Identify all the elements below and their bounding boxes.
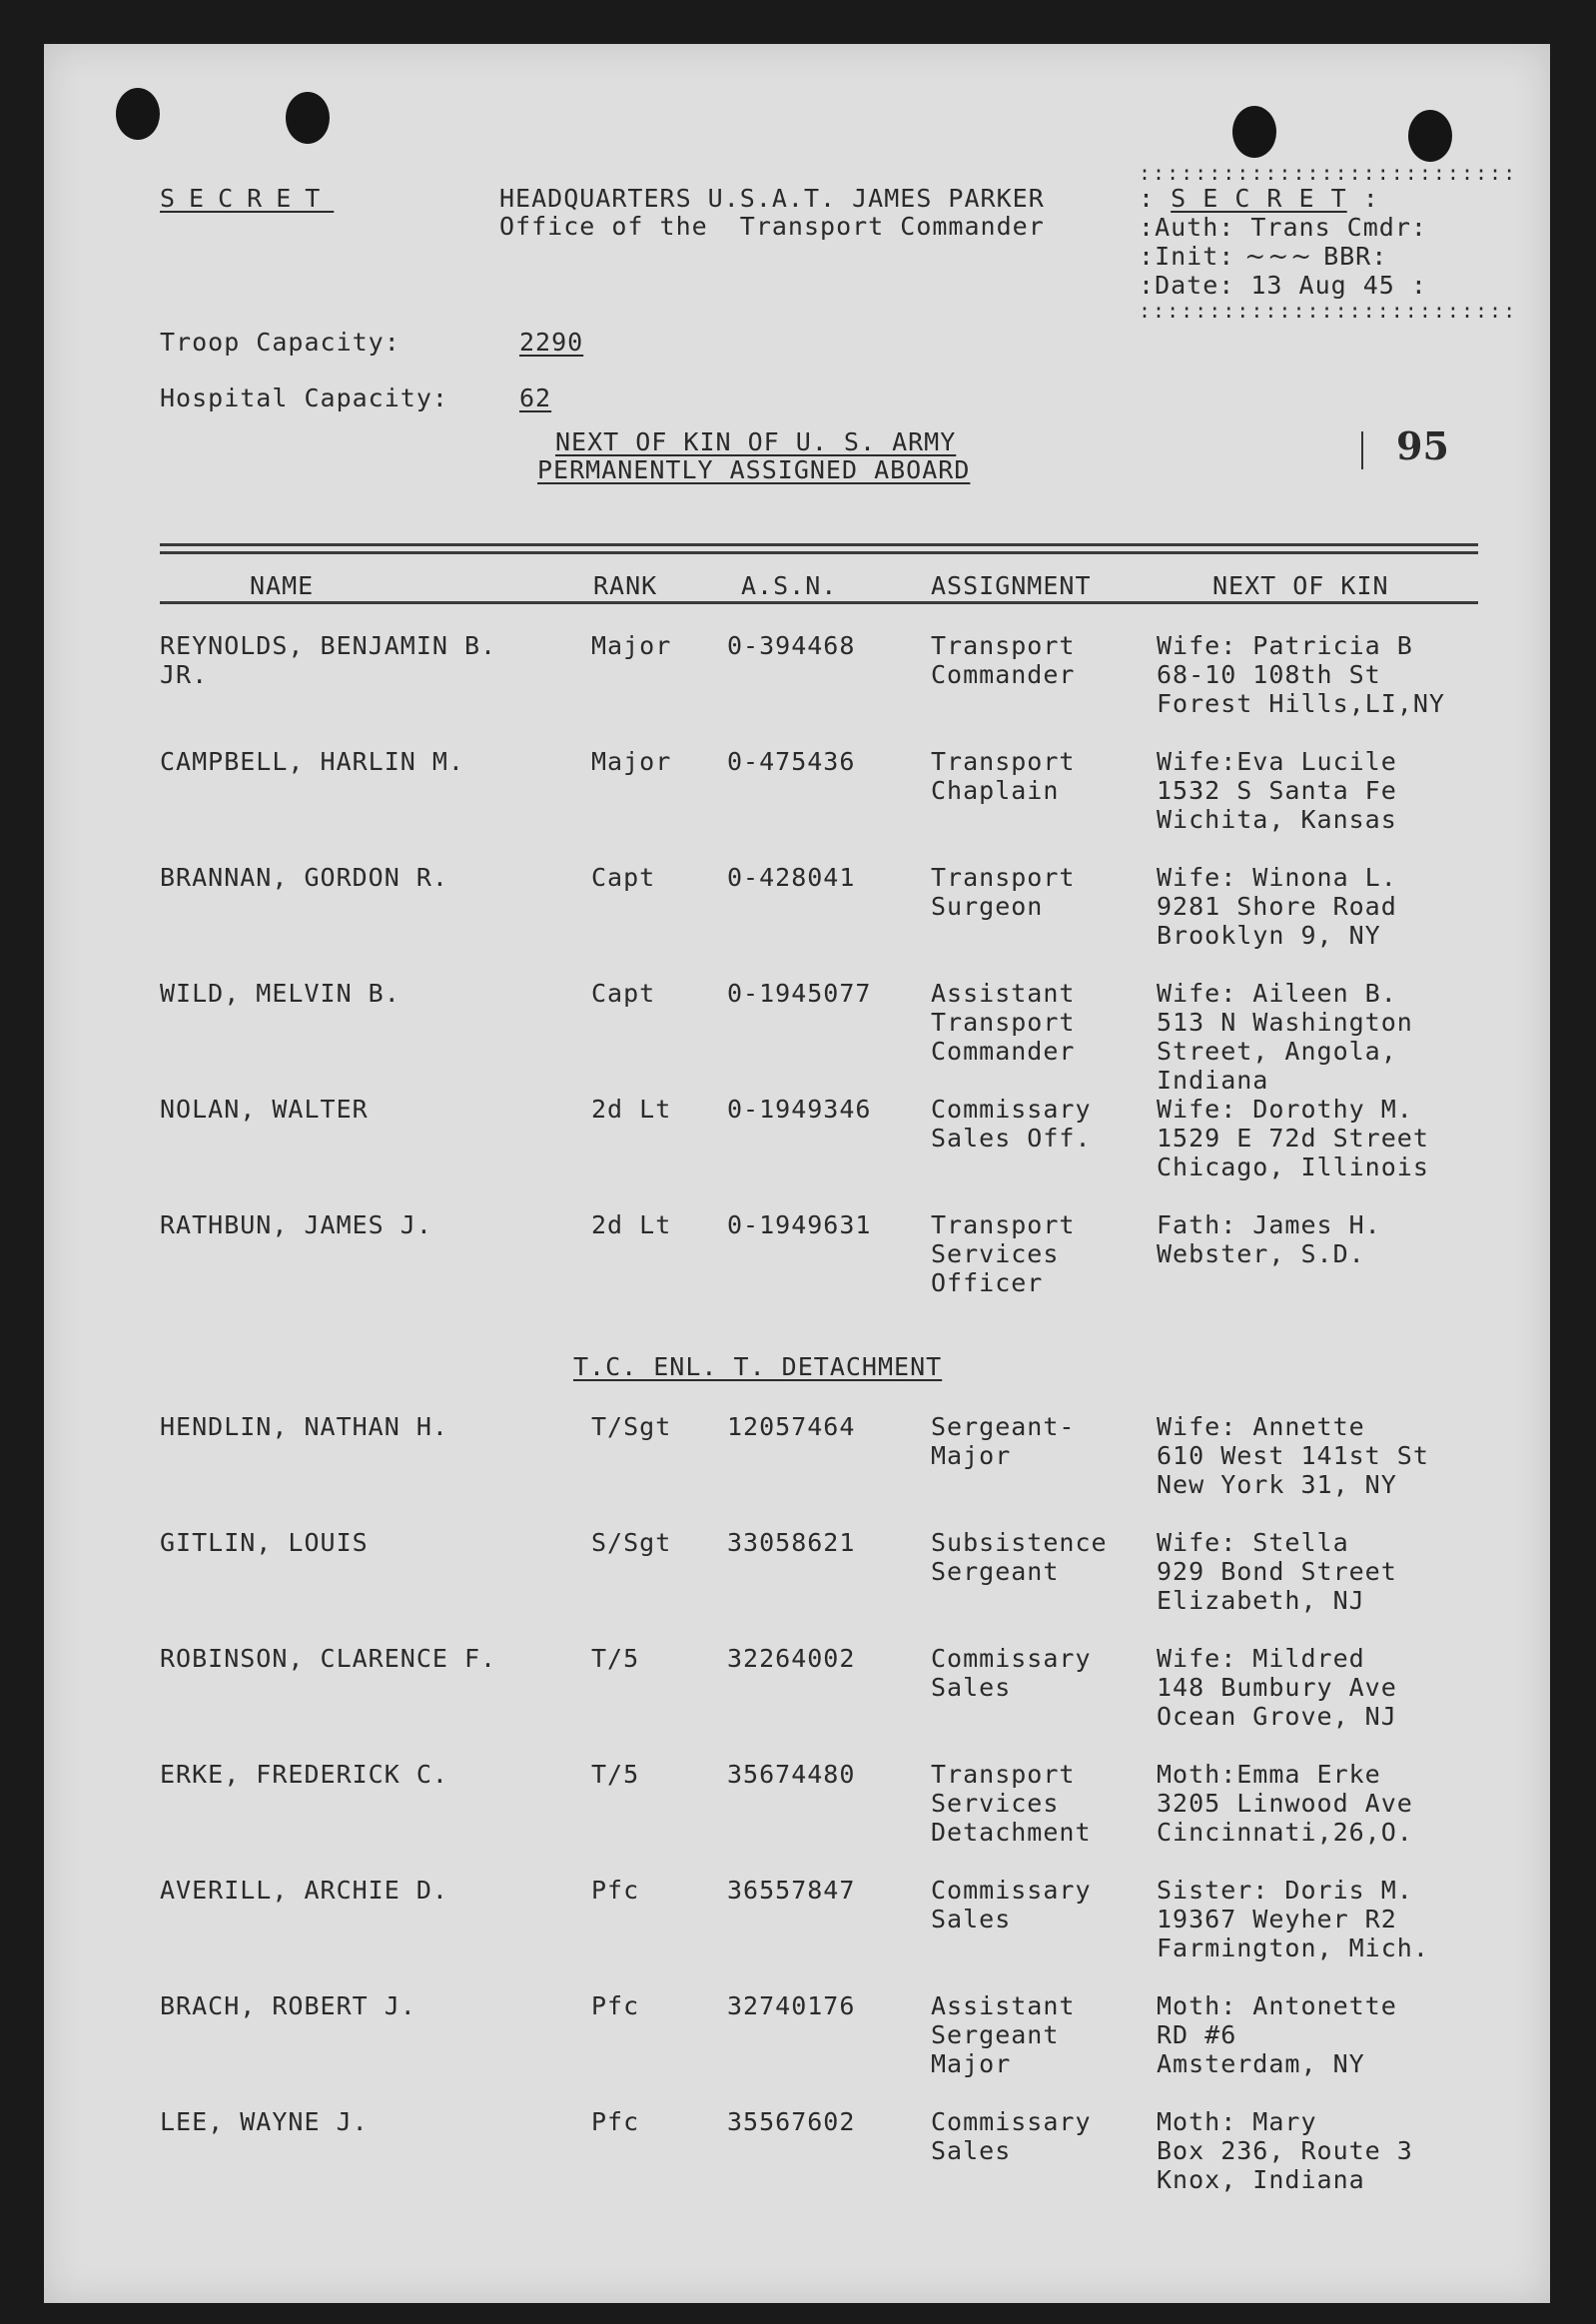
row-next-of-kin: Wife:Eva Lucile 1532 S Santa Fe Wichita, Kansas [1157, 747, 1397, 834]
table-row [0, 863, 1596, 979]
row-assignment: Subsistence Sergeant [931, 1528, 1108, 1586]
row-name: REYNOLDS, BENJAMIN B. JR. [160, 631, 497, 689]
col-header-rank: RANK [593, 571, 658, 600]
row-assignment: Assistant Sergeant Major [931, 1991, 1076, 2078]
classification-box [1139, 161, 1518, 323]
table-row [0, 979, 1596, 1095]
header-rule-top-2 [160, 551, 1478, 554]
page-number: 95 [1396, 423, 1449, 468]
table-row [0, 1210, 1596, 1326]
box-border-top: ::::::::::::::::::::::::::: [1139, 161, 1518, 185]
row-asn: 36557847 [727, 1876, 856, 1905]
row-next-of-kin: Moth:Emma Erke 3205 Linwood Ave Cincinnati,26,O. [1157, 1760, 1413, 1847]
row-next-of-kin: Sister: Doris M. 19367 Weyher R2 Farmington, Mich. [1157, 1876, 1429, 1962]
row-name: NOLAN, WALTER [160, 1095, 369, 1124]
row-name: BRANNAN, GORDON R. [160, 863, 448, 892]
row-rank: Capt [591, 863, 656, 892]
row-asn: 0-428041 [727, 863, 856, 892]
title-line-1: NEXT OF KIN OF U. S. ARMY [555, 427, 957, 456]
row-next-of-kin: Moth: Antonette RD #6 Amsterdam, NY [1157, 1991, 1397, 2078]
row-rank: Pfc [591, 2107, 640, 2136]
table-row [0, 747, 1596, 863]
section-label: T.C. ENL. T. DETACHMENT [573, 1352, 943, 1381]
row-assignment: Commissary Sales [931, 1876, 1092, 1934]
header-rule-bottom [160, 601, 1478, 604]
table-row [0, 1876, 1596, 1991]
row-asn: 32740176 [727, 1991, 856, 2020]
row-assignment: Commissary Sales [931, 2107, 1092, 2165]
row-next-of-kin: Wife: Annette 610 West 141st St New York 31, NY [1157, 1412, 1429, 1499]
col-header-kin: NEXT OF KIN [1212, 571, 1389, 600]
row-name: HENDLIN, NATHAN H. [160, 1412, 448, 1441]
table-row [0, 1528, 1596, 1644]
row-rank: Pfc [591, 1876, 640, 1905]
row-next-of-kin: Wife: Mildred 148 Bumbury Ave Ocean Grove, NJ [1157, 1644, 1397, 1731]
row-asn: 32264002 [727, 1644, 856, 1673]
col-header-name: NAME [250, 571, 315, 600]
row-rank: Major [591, 631, 672, 660]
row-asn: 33058621 [727, 1528, 856, 1557]
row-assignment: Transport Services Officer [931, 1210, 1076, 1297]
punch-hole-right-1 [1232, 106, 1276, 158]
row-next-of-kin: Fath: James H. Webster, S.D. [1157, 1210, 1381, 1268]
row-asn: 0-1949346 [727, 1095, 872, 1124]
row-name: ROBINSON, CLARENCE F. [160, 1644, 497, 1673]
row-rank: Pfc [591, 1991, 640, 2020]
box-date-text: Date: 13 Aug 45 [1155, 271, 1395, 300]
row-next-of-kin: Wife: Patricia B 68-10 108th St Forest Hills,LI,NY [1157, 631, 1445, 718]
table-row [0, 631, 1596, 747]
row-assignment: Assistant Transport Commander [931, 979, 1076, 1066]
troop-capacity-label: Troop Capacity: [160, 328, 400, 357]
table-row [0, 1412, 1596, 1528]
table-row [0, 1760, 1596, 1876]
row-rank: 2d Lt [591, 1095, 672, 1124]
row-next-of-kin: Wife: Winona L. 9281 Shore Road Brooklyn 9, NY [1157, 863, 1397, 950]
punch-hole-left-2 [286, 92, 330, 144]
col-header-asn: A.S.N. [741, 571, 838, 600]
row-rank: T/Sgt [591, 1412, 672, 1441]
secret-stamp-left: SECRET [160, 184, 335, 213]
punch-hole-right-2 [1408, 110, 1452, 162]
box-secret-text: S E C R E T [1171, 184, 1347, 213]
hospital-capacity-label: Hospital Capacity: [160, 384, 448, 412]
table-row [0, 1095, 1596, 1210]
row-asn: 0-394468 [727, 631, 856, 660]
row-next-of-kin: Wife: Stella 929 Bond Street Elizabeth, NJ [1157, 1528, 1397, 1615]
page-number-mark [1361, 431, 1363, 469]
table-row [0, 1644, 1596, 1760]
row-assignment: Commissary Sales [931, 1644, 1092, 1702]
row-name: CAMPBELL, HARLIN M. [160, 747, 464, 776]
row-assignment: Sergeant- Major [931, 1412, 1076, 1470]
box-init-value: BBR [1323, 242, 1372, 271]
title-line-2: PERMANENTLY ASSIGNED ABOARD [537, 455, 971, 484]
box-secret: : S E C R E T : [1139, 184, 1379, 213]
row-rank: S/Sgt [591, 1528, 672, 1557]
col-header-assignment: ASSIGNMENT [931, 571, 1092, 600]
row-name: ERKE, FREDERICK C. [160, 1760, 448, 1789]
box-auth-text: Auth: Trans Cmdr [1155, 213, 1411, 242]
box-init-label: Init: [1155, 242, 1235, 271]
row-asn: 35674480 [727, 1760, 856, 1789]
row-name: WILD, MELVIN B. [160, 979, 400, 1008]
table-row [0, 2107, 1596, 2223]
hq-line-1: HEADQUARTERS U.S.A.T. JAMES PARKER [499, 184, 1045, 213]
hospital-capacity-value: 62 [519, 384, 552, 412]
row-rank: 2d Lt [591, 1210, 672, 1239]
hq-line-2: Office of the Transport Commander [499, 212, 1045, 241]
row-assignment: Commissary Sales Off. [931, 1095, 1092, 1153]
row-assignment: Transport Surgeon [931, 863, 1076, 921]
row-name: LEE, WAYNE J. [160, 2107, 369, 2136]
row-rank: Capt [591, 979, 656, 1008]
row-assignment: Transport Chaplain [931, 747, 1076, 805]
row-asn: 0-475436 [727, 747, 856, 776]
row-rank: T/5 [591, 1644, 640, 1673]
row-next-of-kin: Wife: Dorothy M. 1529 E 72d Street Chicago, Illinois [1157, 1095, 1429, 1181]
header-rule-top-1 [160, 543, 1478, 546]
box-init: :Init: ~~~ BBR: [1139, 242, 1388, 271]
row-asn: 0-1949631 [727, 1210, 872, 1239]
table-row [0, 1991, 1596, 2107]
initials-signature: ~~~ [1234, 242, 1324, 271]
box-border-bottom: ::::::::::::::::::::::::::: [1139, 299, 1518, 323]
troop-capacity-value: 2290 [519, 328, 584, 357]
punch-hole-left-1 [116, 88, 160, 140]
row-asn: 12057464 [727, 1412, 856, 1441]
row-asn: 35567602 [727, 2107, 856, 2136]
row-next-of-kin: Moth: Mary Box 236, Route 3 Knox, Indiana [1157, 2107, 1413, 2194]
row-rank: T/5 [591, 1760, 640, 1789]
box-auth: :Auth: Trans Cmdr: [1139, 213, 1427, 242]
row-name: RATHBUN, JAMES J. [160, 1210, 432, 1239]
box-date: :Date: 13 Aug 45 : [1139, 271, 1427, 300]
row-assignment: Transport Services Detachment [931, 1760, 1092, 1847]
row-assignment: Transport Commander [931, 631, 1076, 689]
row-name: BRACH, ROBERT J. [160, 1991, 416, 2020]
row-name: GITLIN, LOUIS [160, 1528, 369, 1557]
row-asn: 0-1945077 [727, 979, 872, 1008]
row-rank: Major [591, 747, 672, 776]
row-name: AVERILL, ARCHIE D. [160, 1876, 448, 1905]
row-next-of-kin: Wife: Aileen B. 513 N Washington Street, Angola, Indiana [1157, 979, 1413, 1095]
